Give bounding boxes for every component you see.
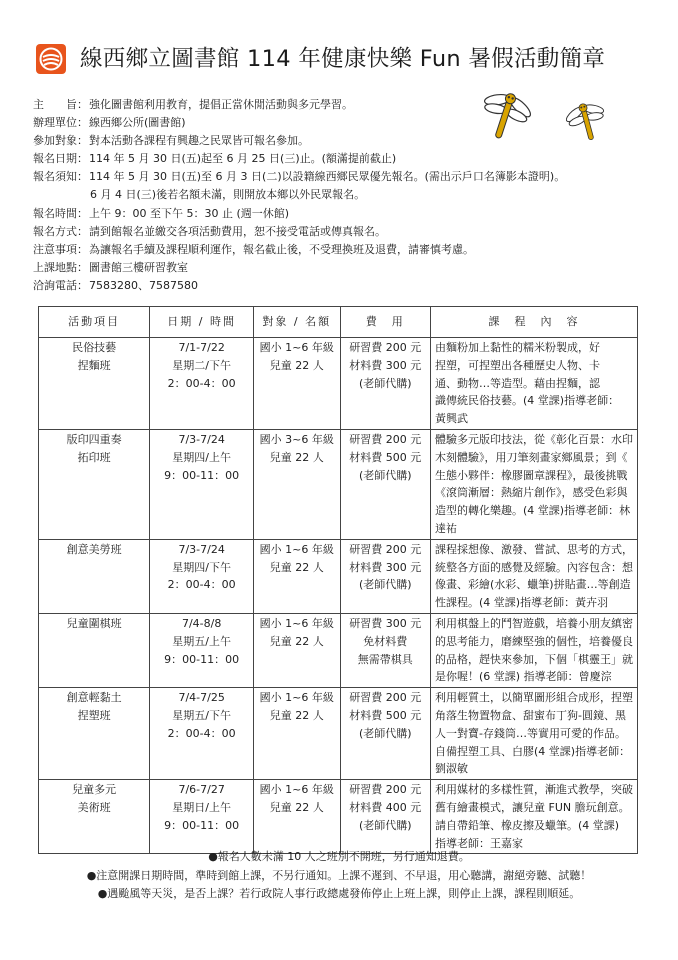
hours: 2：00-4：00	[167, 726, 236, 740]
target-cell	[254, 688, 340, 780]
info-label: 報名須知：	[33, 170, 88, 184]
activity-name-line: 捏塑班	[77, 708, 111, 722]
content-cell	[431, 688, 638, 780]
content-cell	[431, 429, 638, 539]
table-row	[39, 539, 638, 613]
library-logo-icon	[36, 44, 66, 74]
info-section	[33, 96, 566, 295]
content-line: 的思考能力，磨練堅強的個性，培養優良	[435, 634, 633, 648]
content-line: 通、動物…等造型。藉由捏麵，認	[435, 376, 600, 390]
content-line: 利用棋盤上的鬥智遊戲，培養小朋友縝密	[435, 616, 633, 630]
activity-name-cell	[39, 613, 150, 687]
content-line: 由麵粉加上黏性的糯米粉製成，好	[435, 341, 600, 354]
info-label: 辦理單位：	[33, 116, 88, 130]
fee-cell	[340, 613, 431, 687]
weekday: 星期二/下午	[172, 358, 231, 372]
note-item: ●注意開課日期時間，準時到館上課，不另行通知。上課不遲到、不早退，用心聽講，謝絕旁聽、試聽！	[86, 868, 592, 882]
info-label: 主 旨：	[33, 98, 88, 111]
content-line: 達祐	[435, 521, 457, 535]
info-label: 報名日期：	[33, 152, 88, 166]
fee-line: 研習費 300 元	[349, 616, 422, 630]
info-value: 線西鄉公所(圖書館)	[89, 116, 186, 130]
time-cell	[150, 539, 254, 613]
target-quota: 兒童 22 人	[269, 560, 324, 574]
date-range: 7/3-7/24	[178, 432, 225, 446]
activity-name-line: 美術班	[77, 800, 111, 814]
activity-name-cell	[39, 539, 150, 613]
target-cell	[254, 429, 340, 539]
table-row	[39, 613, 638, 687]
fee-line: 研習費 200 元	[349, 783, 422, 797]
info-value: 圖書館三樓研習教室	[89, 260, 188, 274]
fee-line: 材料費 300 元	[349, 358, 422, 372]
info-row-purpose	[33, 96, 503, 114]
table-row	[39, 429, 638, 539]
fee-line: 研習費 200 元	[349, 542, 422, 556]
info-value: 請到館報名並繳交各項活動費用，恕不接受電話或傳真報名。	[89, 224, 386, 238]
fee-line: 研習費 200 元	[349, 432, 422, 446]
fee-cell	[340, 338, 431, 430]
weekday: 星期四/上午	[172, 450, 231, 464]
note-item: ●遇颱風等天災，是否上課？若行政院人事行政總處發佈停止上班上課，則停止上課，課程則順延。	[97, 887, 581, 900]
hours: 2：00-4：00	[167, 578, 236, 592]
fee-line: (老師代購)	[358, 376, 412, 390]
fee-line: (老師代購)	[358, 726, 412, 740]
table-row	[39, 338, 638, 430]
column-header-fee: 費 用	[340, 307, 431, 338]
content-line: 體驗多元版印技法，從《彰化百景：水印	[435, 432, 633, 446]
content-line: 捏塑，可捏塑出各種歷史人物、卡	[435, 358, 600, 372]
fee-line: 材料費 400 元	[349, 800, 422, 814]
content-line: 黃興武	[435, 412, 468, 426]
activity-name-line: 兒童圍棋班	[66, 616, 122, 630]
target-quota: 兒童 22 人	[269, 634, 324, 648]
fee-line: 研習費 200 元	[349, 341, 422, 354]
activity-name-line: 民俗技藝	[72, 341, 117, 354]
content-line: 指導老師：王嘉家	[435, 836, 523, 850]
content-cell	[431, 539, 638, 613]
hours: 9：00-11：00	[164, 468, 240, 482]
content-cell	[431, 613, 638, 687]
date-range: 7/1-7/22	[178, 341, 225, 354]
content-line: 角落生物置物盒、甜蜜布丁狗-圓鏡、黑	[435, 708, 626, 722]
content-line: 像畫、彩繪(水彩、蠟筆)拼貼畫…等創造	[435, 578, 631, 592]
date-range: 7/3-7/24	[178, 542, 225, 556]
target-quota: 兒童 22 人	[269, 450, 324, 464]
schedule-table	[38, 306, 638, 854]
activity-name-line: 創意輕黏土	[66, 691, 122, 705]
activity-name-line: 創意美勞班	[66, 542, 122, 556]
info-value: 6 月 4 日(三)後若名額未滿，則開放本鄉以外民眾報名。	[90, 188, 366, 202]
fee-cell	[340, 688, 431, 780]
weekday: 星期四/下午	[172, 560, 231, 574]
weekday: 星期五/上午	[172, 634, 231, 648]
info-label: 報名方式：	[33, 224, 88, 238]
fee-cell	[340, 539, 431, 613]
content-line: 生態小夥伴：橡膠圖章課程》，最後挑戰	[435, 468, 628, 482]
info-row-location	[33, 259, 503, 277]
info-row-registration-notice	[33, 168, 566, 186]
info-row-registration-time	[33, 205, 503, 223]
fee-line: (老師代購)	[358, 818, 412, 832]
fee-line: 免材料費	[363, 634, 408, 648]
content-cell	[431, 780, 638, 854]
fee-line: 材料費 500 元	[349, 708, 422, 722]
content-line: 性課程。(4 堂課)指導老師：黃卉羽	[435, 596, 609, 610]
target-grade: 國小 1~6 年級	[259, 691, 334, 705]
content-cell	[431, 338, 638, 430]
info-row-registration-method	[33, 223, 503, 241]
target-cell	[254, 338, 340, 430]
content-line: 的品格，趕快來參加，下個「棋靈王」就	[435, 652, 633, 666]
content-line: 舊有繪畫模式，讓兒童 FUN 膽玩創意。	[435, 800, 630, 814]
table-header-row	[39, 307, 638, 338]
activity-name-cell	[39, 338, 150, 430]
info-value: 上午 9：00 至下午 5：30 止 (週一休館)	[89, 206, 290, 220]
table-row	[39, 780, 638, 854]
info-row-organizer	[33, 114, 503, 132]
target-grade: 國小 1~6 年級	[259, 542, 334, 556]
info-label: 參加對象：	[33, 134, 88, 148]
target-grade: 國小 1~6 年級	[259, 783, 334, 797]
time-cell	[150, 338, 254, 430]
fee-line: 無需帶棋具	[357, 652, 413, 666]
info-label: 上課地點：	[33, 260, 88, 274]
date-range: 7/6-7/27	[178, 783, 225, 797]
info-label: 注意事項：	[33, 242, 88, 256]
info-value: 為讓報名手續及課程順利運作，報名截止後，不受理換班及退費，請審慎考慮。	[89, 242, 474, 256]
table-row	[39, 688, 638, 780]
fee-line: 材料費 300 元	[349, 560, 422, 574]
content-line: 識傳統民俗技藝。(4 堂課)指導老師：	[435, 394, 620, 408]
info-row-registration-date	[33, 150, 503, 168]
date-range: 7/4-7/25	[178, 691, 225, 705]
info-value: 對本活動各課程有興趣之民眾皆可報名參加。	[89, 134, 309, 148]
target-quota: 兒童 22 人	[269, 708, 324, 722]
time-cell	[150, 613, 254, 687]
content-line: 劉淑敏	[435, 762, 468, 776]
content-line: 人一對寶-存錢筒…等實用可愛的作品。	[435, 726, 626, 740]
target-quota: 兒童 22 人	[269, 800, 324, 814]
activity-name-line: 拓印班	[77, 450, 111, 464]
target-cell	[254, 613, 340, 687]
content-line: 課程採想像、激發、嘗試、思考的方式，	[435, 542, 633, 556]
info-value: 7583280、7587580	[89, 278, 198, 292]
fee-line: 研習費 200 元	[349, 691, 422, 705]
date-range: 7/4-8/8	[181, 616, 222, 630]
content-line: 利用媒材的多樣性質，漸進式教學，突破	[435, 783, 633, 797]
activity-name-line: 版印四重奏	[66, 432, 122, 446]
content-line: 統整各方面的感覺及經驗。內容包含：想	[435, 560, 633, 574]
dragonfly-icon	[484, 90, 614, 150]
target-cell	[254, 539, 340, 613]
activity-name-cell	[39, 429, 150, 539]
hours: 9：00-11：00	[164, 818, 240, 832]
content-line: 自備捏塑工具、白膠(4 堂課)指導老師：	[435, 744, 631, 758]
activity-name-cell	[39, 780, 150, 854]
page-header	[36, 36, 656, 84]
column-header-target: 對象 / 名額	[254, 307, 340, 338]
fee-cell	[340, 429, 431, 539]
page-title: 線西鄉立圖書館 114 年健康快樂 Fun 暑假活動簡章	[80, 46, 606, 72]
target-quota: 兒童 22 人	[269, 358, 324, 372]
content-line: 是你喔！(6 堂課) 指導老師：曾慶淙	[435, 670, 612, 684]
info-row-audience	[33, 132, 503, 150]
target-grade: 國小 1~6 年級	[259, 341, 334, 354]
info-label: 洽詢電話：	[33, 278, 88, 292]
column-header-content: 課 程 內 容	[431, 307, 638, 338]
weekday: 星期日/上午	[172, 800, 231, 814]
content-line: 利用輕質土，以簡單圖形組合成形，捏塑	[435, 691, 633, 705]
info-row-phone	[33, 277, 503, 295]
info-row-notes	[33, 241, 503, 259]
target-cell	[254, 780, 340, 854]
column-header-activity: 活動項目	[39, 307, 150, 338]
info-value: 114 年 5 月 30 日(五)至 6 月 3 日(二)以設籍線西鄉民眾優先報名。(需出示戶口名簿影本證明)。	[89, 170, 566, 184]
footer-notes	[0, 848, 678, 904]
content-line: 《滾筒漸層：熱縮片創作》，感受色彩與	[435, 486, 628, 500]
note-item: ●報名人數未滿 10 人之班別不開班，另行通知退費。	[208, 850, 470, 863]
target-grade: 國小 1~6 年級	[259, 616, 334, 630]
activity-name-cell	[39, 688, 150, 780]
target-grade: 國小 3~6 年級	[259, 432, 334, 446]
column-header-time: 日期 / 時間	[150, 307, 254, 338]
info-value: 114 年 5 月 30 日(五)起至 6 月 25 日(三)止。(額滿提前截止)	[89, 152, 397, 166]
activity-name-line: 兒童多元	[72, 783, 117, 797]
info-row-registration-notice-cont	[33, 186, 503, 204]
hours: 2：00-4：00	[167, 376, 236, 390]
content-line: 請自帶鉛筆、橡皮擦及蠟筆。(4 堂課)	[435, 818, 620, 832]
content-line: 木刻體驗》，用刀筆刻畫家鄉風景；到《	[435, 450, 628, 464]
content-line: 造型的轉化樂趣。(4 堂課)指導老師：林	[435, 504, 631, 518]
info-label: 報名時間：	[33, 206, 88, 220]
activity-name-line: 捏麵班	[77, 358, 111, 372]
weekday: 星期五/下午	[172, 708, 231, 722]
fee-line: (老師代購)	[358, 468, 412, 482]
time-cell	[150, 429, 254, 539]
time-cell	[150, 688, 254, 780]
fee-cell	[340, 780, 431, 854]
fee-line: (老師代購)	[358, 578, 412, 592]
info-value: 強化圖書館利用教育，提倡正當休閒活動與多元學習。	[89, 98, 353, 111]
time-cell	[150, 780, 254, 854]
fee-line: 材料費 500 元	[349, 450, 422, 464]
hours: 9：00-11：00	[164, 652, 240, 666]
